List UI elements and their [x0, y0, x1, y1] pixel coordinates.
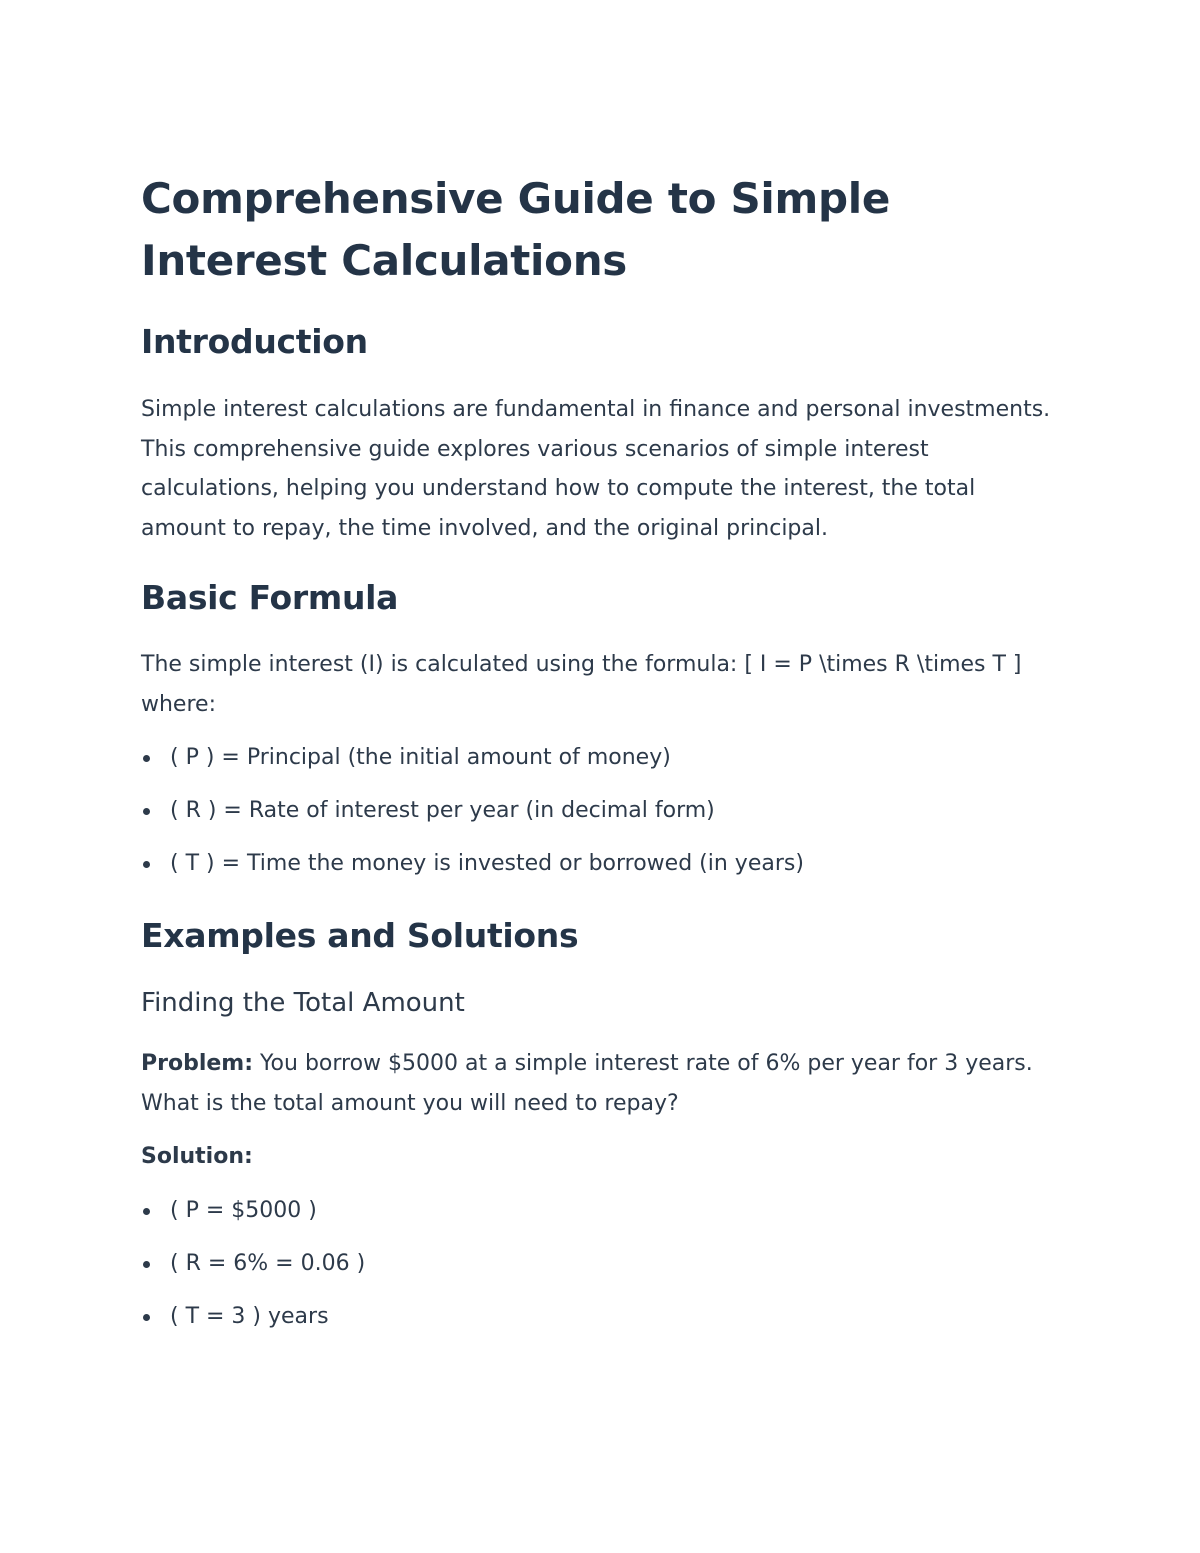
bullet-icon: [143, 861, 150, 868]
problem-label: Problem:: [141, 1051, 254, 1076]
formula-variable-list: [141, 742, 1061, 880]
solution-values-list: [141, 1195, 1061, 1333]
list-item: [141, 848, 1061, 880]
list-item-text: ( R ) = Rate of interest per year (in decimal form): [170, 798, 715, 823]
solution-paragraph: [141, 1137, 1061, 1177]
total-amount-subheading: Finding the Total Amount: [141, 988, 465, 1018]
bullet-icon: [143, 808, 150, 815]
bullet-icon: [143, 1261, 150, 1268]
bullet-icon: [143, 1314, 150, 1321]
list-item-text: ( P = $5000 ): [170, 1197, 317, 1223]
examples-heading: Examples and Solutions: [141, 916, 579, 955]
basic-formula-heading: Basic Formula: [141, 578, 399, 617]
list-item-text: ( P ) = Principal (the initial amount of money): [170, 745, 671, 770]
list-item: [141, 1248, 1061, 1280]
problem-paragraph: [141, 1044, 1061, 1123]
list-item-text: ( R = 6% = 0.06 ): [170, 1250, 366, 1276]
introduction-heading: Introduction: [141, 322, 368, 361]
problem-text: You borrow $5000 at a simple interest rate of 6% per year for 3 years. What is the total amount you will need to repay?: [141, 1051, 1033, 1116]
document-page: [141, 168, 1061, 1333]
introduction-paragraph: Simple interest calculations are fundamental in finance and personal investments. This comprehensive guide explores various scenarios of simple interest calculations, helping you understand how to compute the interest, the total amount to repay, the time involved, and the original principal.: [141, 397, 1051, 541]
bullet-icon: [143, 755, 150, 762]
list-item: [141, 1301, 1061, 1333]
list-item: [141, 1195, 1061, 1227]
bullet-icon: [143, 1208, 150, 1215]
solution-label: Solution:: [141, 1144, 253, 1169]
list-item: [141, 795, 1061, 827]
list-item-text: ( T ) = Time the money is invested or borrowed (in years): [170, 851, 804, 876]
list-item-text: ( T = 3 ) years: [170, 1303, 329, 1329]
basic-formula-paragraph: The simple interest (I) is calculated using the formula: [ I = P \times R \times T ] where:: [141, 652, 1022, 717]
document-title: Comprehensive Guide to Simple Interest Calculations: [141, 174, 891, 285]
list-item: [141, 742, 1061, 774]
